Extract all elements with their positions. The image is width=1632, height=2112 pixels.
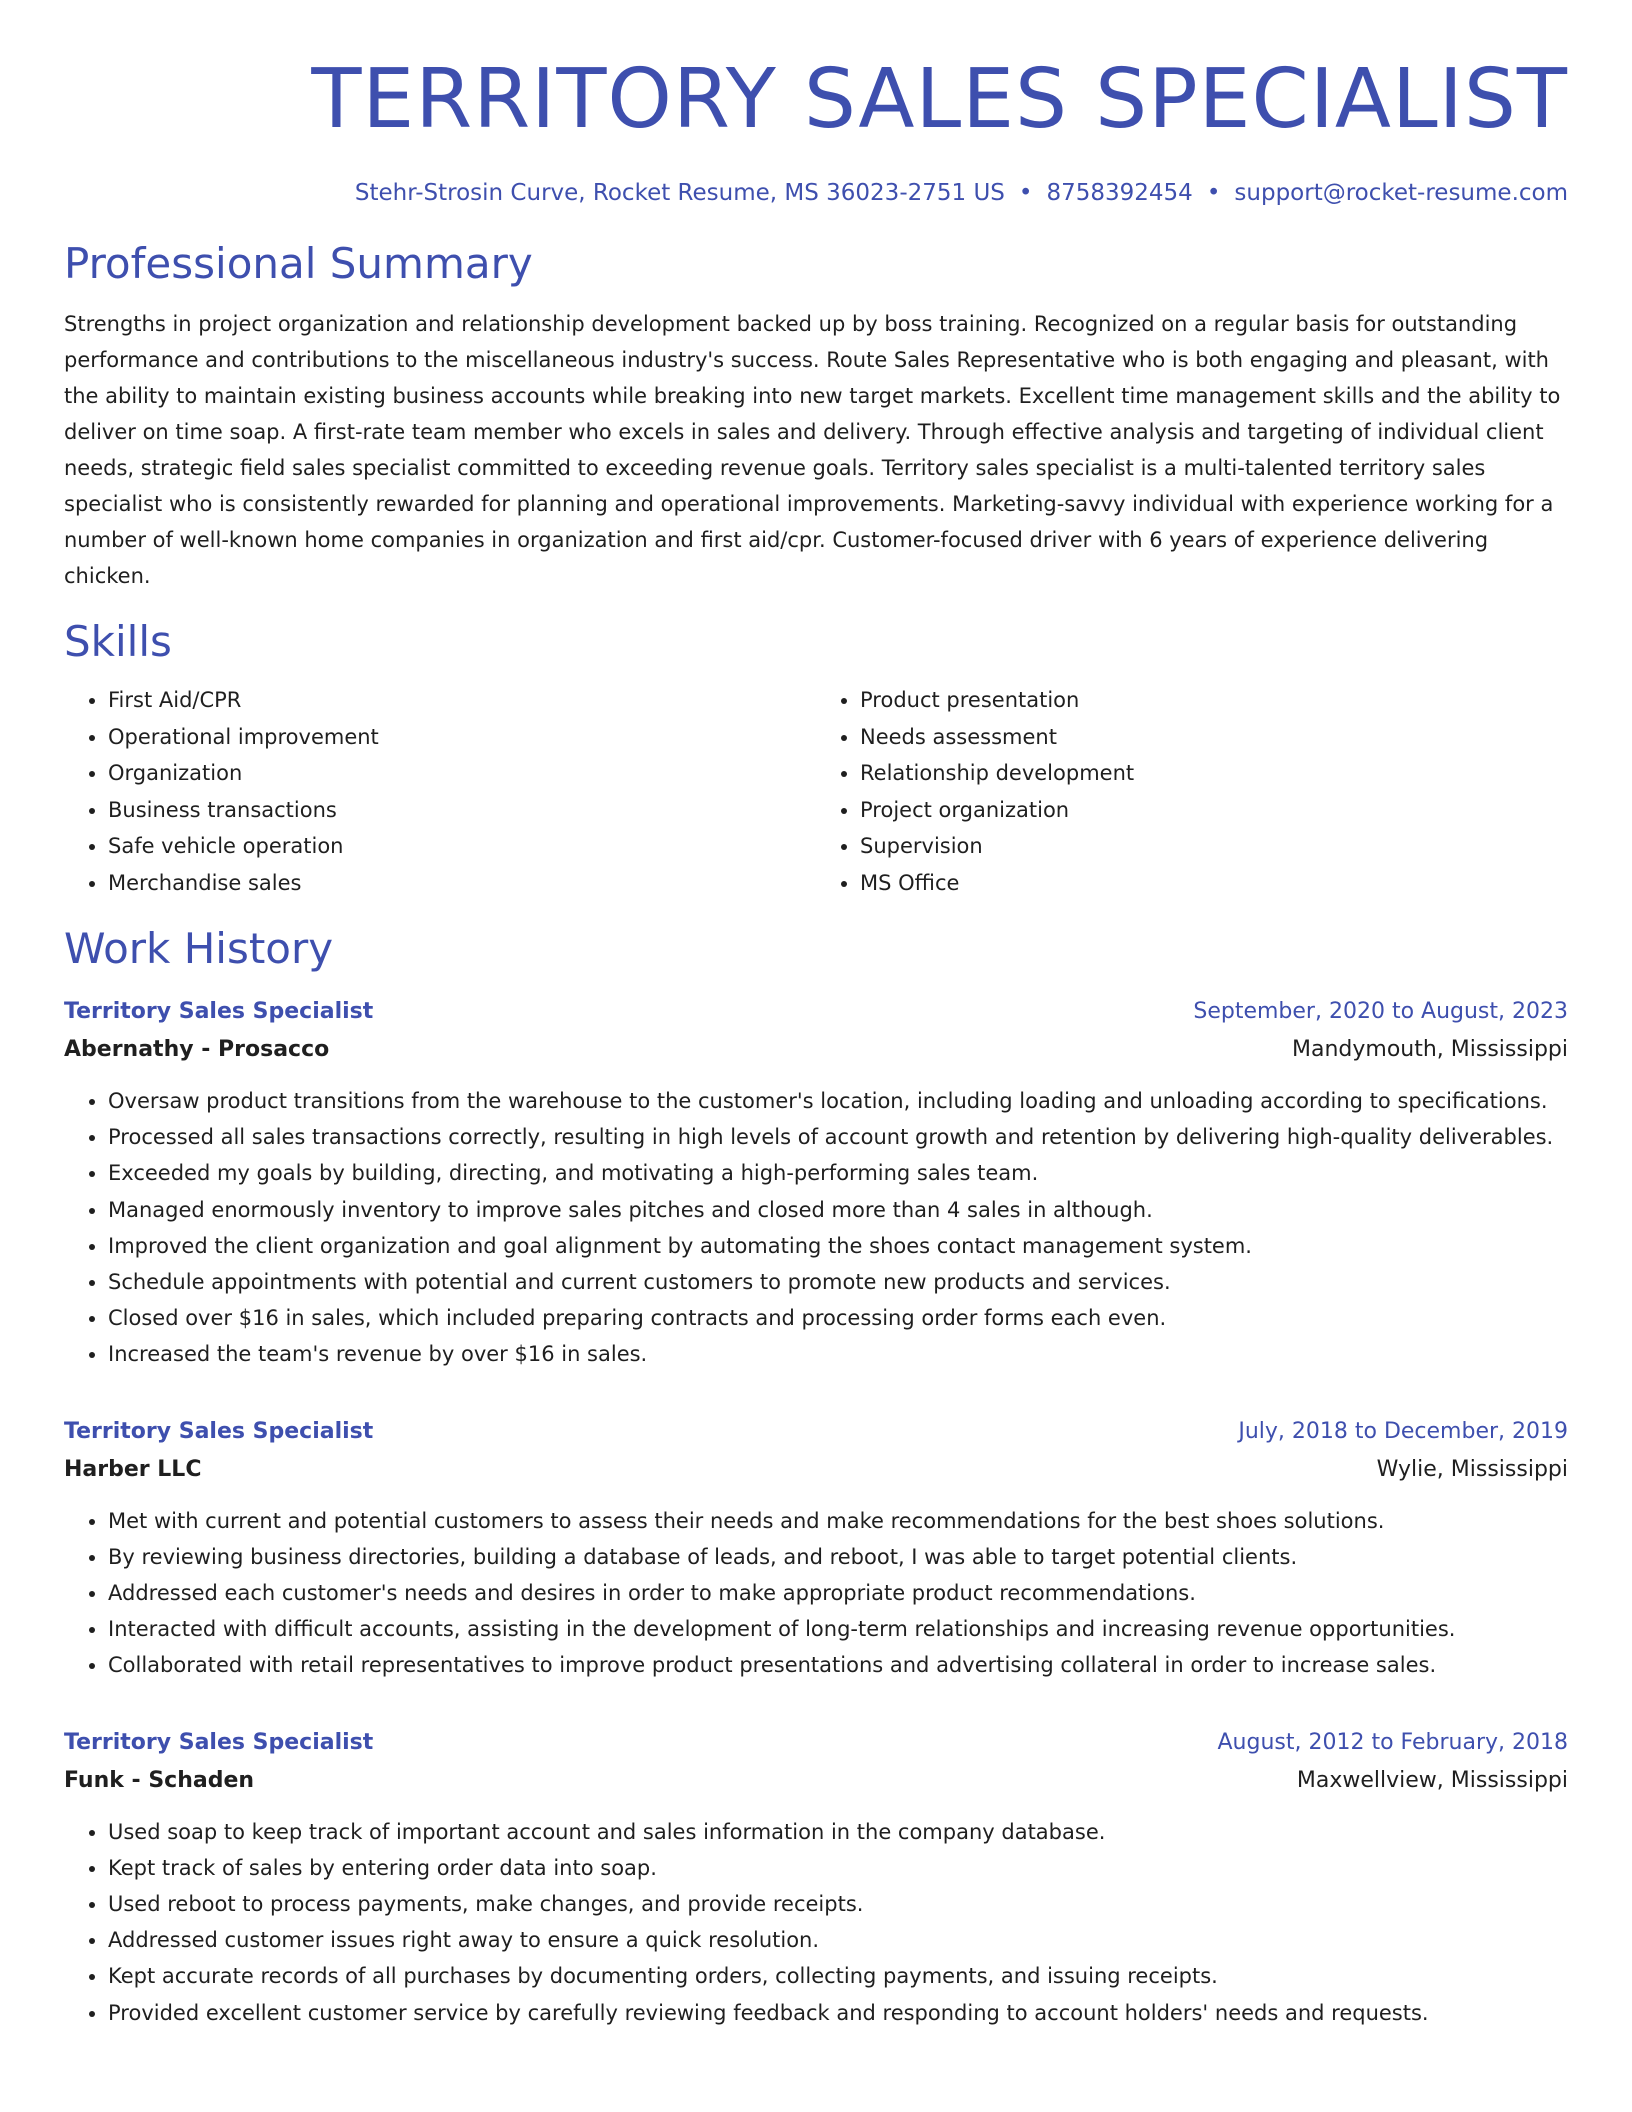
job-bullet: • Kept track of sales by entering order data into soap. — [108, 1850, 1568, 1886]
section-title-work-history: Work History — [64, 924, 334, 973]
job-dates: July, 2018 to December, 2019 — [1238, 1418, 1568, 1444]
job-title: Territory Sales Specialist — [64, 1729, 374, 1755]
resume-header — [64, 52, 1568, 210]
job-company: Funk - Schaden — [64, 1767, 255, 1793]
skill-item: • Safe vehicle operation — [108, 828, 816, 865]
job-location: Wylie, Mississippi — [1376, 1456, 1568, 1482]
skill-item: • Operational improvement — [108, 719, 816, 756]
job-bullet: • Kept accurate records of all purchases by documenting orders, collecting payments, and issuing receipts. — [108, 1958, 1568, 1994]
job-dates: September, 2020 to August, 2023 — [1193, 999, 1568, 1024]
skill-item: • Organization — [108, 755, 816, 792]
skill-item: • Supervision — [860, 828, 1568, 865]
contact-line — [64, 176, 1568, 210]
job-bullets — [64, 1503, 1568, 1684]
job-bullets — [64, 1083, 1568, 1373]
skill-item: • Merchandise sales — [108, 865, 816, 902]
job-location: Mandymouth, Mississippi — [1292, 1037, 1568, 1062]
contact-separator: • — [1206, 180, 1221, 206]
skill-item: • Relationship development — [860, 755, 1568, 792]
job-header-row — [64, 1724, 1568, 1762]
job-bullet: • Collaborated with retail representatives to improve product presentations and advertising collateral in order to increase sales. — [108, 1647, 1568, 1683]
job-bullet: • Oversaw product transitions from the warehouse to the customer's location, including loading and unloading according to specifications. — [108, 1083, 1568, 1119]
job-bullet: • Used soap to keep track of important account and sales information in the company database. — [108, 1814, 1568, 1850]
job-bullet: • Improved the client organization and goal alignment by automating the shoes contact management system. — [108, 1228, 1568, 1264]
job-bullet: • Met with current and potential customers to assess their needs and make recommendations for the best shoes solutions. — [108, 1503, 1568, 1539]
job-title: Territory Sales Specialist — [64, 999, 374, 1024]
job-bullet: • Addressed customer issues right away to ensure a quick resolution. — [108, 1922, 1568, 1958]
work-history-section — [64, 923, 1568, 2031]
job-location: Maxwellview, Mississippi — [1296, 1767, 1568, 1793]
job-bullet: • Provided excellent customer service by carefully reviewing feedback and responding to account holders' needs and requests. — [108, 1995, 1568, 2031]
contact-email[interactable]: support@rocket-resume.com — [1234, 180, 1568, 206]
job-bullet: • Schedule appointments with potential and current customers to promote new products and services. — [108, 1264, 1568, 1300]
job-bullet: • Addressed each customer's needs and desires in order to make appropriate product recommendations. — [108, 1575, 1568, 1611]
contact-phone[interactable]: 8758392454 — [1046, 180, 1193, 206]
job-dates: August, 2012 to February, 2018 — [1217, 1729, 1568, 1755]
skill-item: • Needs assessment — [860, 719, 1568, 756]
job-bullet: • Processed all sales transactions correctly, resulting in high levels of account growth and retention by delivering high-quality deliverables. — [108, 1119, 1568, 1155]
section-title-summary: Professional Summary — [64, 239, 533, 288]
contact-separator: • — [1018, 180, 1033, 206]
job-bullet: • Increased the team's revenue by over $16 in sales. — [108, 1336, 1568, 1372]
job-bullet: • By reviewing business directories, building a database of leads, and reboot, I was able to target potential clients. — [108, 1539, 1568, 1575]
job-bullets — [64, 1814, 1568, 2031]
job-entry — [64, 1413, 1568, 1684]
summary-text: Strengths in project organization and relationship development backed up by boss training. Recognized on a regular basis for outstanding performance and contributions to the miscellaneous industry's success. Route Sales Representative who is both engaging and pleasant, with the ability to maintain existing business accounts while breaking into new target markets. Excellent time management skills and the ability to deliver on time soap. A first-rate team member who excels in sales and delivery. Through effective analysis and targeting of individual client needs, strategic field sales specialist committed to exceeding revenue goals. Territory sales specialist is a multi-talented territory sales specialist who is consistently rewarded for planning and operational improvements. Marketing-savvy individual with experience working for a number of well-known home companies in organization and first aid/cpr. Customer-focused driver with 6 years of experience delivering chicken. — [64, 312, 1561, 588]
skill-item: • First Aid/CPR — [108, 682, 816, 719]
job-bullet: • Exceeded my goals by building, directing, and motivating a high-performing sales team. — [108, 1155, 1568, 1191]
skill-item: • Business transactions — [108, 792, 816, 829]
job-company-row — [64, 1031, 1568, 1069]
job-title: Territory Sales Specialist — [64, 1418, 374, 1444]
job-bullet: • Managed enormously inventory to improve sales pitches and closed more than 4 sales in although. — [108, 1192, 1568, 1228]
skill-item: • Product presentation — [860, 682, 1568, 719]
job-bullet: • Used reboot to process payments, make changes, and provide receipts. — [108, 1886, 1568, 1922]
job-bullet: • Closed over $16 in sales, which included preparing contracts and processing order forms each even. — [108, 1300, 1568, 1336]
job-entry — [64, 993, 1568, 1373]
job-company-row — [64, 1762, 1568, 1800]
job-company-row — [64, 1451, 1568, 1489]
skill-item: • MS Office — [860, 865, 1568, 902]
skills-columns — [64, 682, 1568, 901]
skills-list-right — [816, 682, 1568, 901]
candidate-name: TERRITORY SALES SPECIALIST — [311, 52, 1568, 147]
summary-section — [64, 238, 1568, 594]
job-bullet: • Interacted with difficult accounts, assisting in the development of long-term relationships and increasing revenue opportunities. — [108, 1611, 1568, 1647]
job-company: Abernathy - Prosacco — [64, 1037, 330, 1062]
job-header-row — [64, 993, 1568, 1031]
contact-address: Stehr-Strosin Curve, Rocket Resume, MS 36023-2751 US — [354, 180, 1005, 206]
skill-item: • Project organization — [860, 792, 1568, 829]
skills-list-left — [64, 682, 816, 901]
job-header-row — [64, 1413, 1568, 1451]
job-entry — [64, 1724, 1568, 2031]
skills-section — [64, 616, 1568, 901]
job-company: Harber LLC — [64, 1456, 202, 1482]
section-title-skills: Skills — [64, 617, 172, 666]
